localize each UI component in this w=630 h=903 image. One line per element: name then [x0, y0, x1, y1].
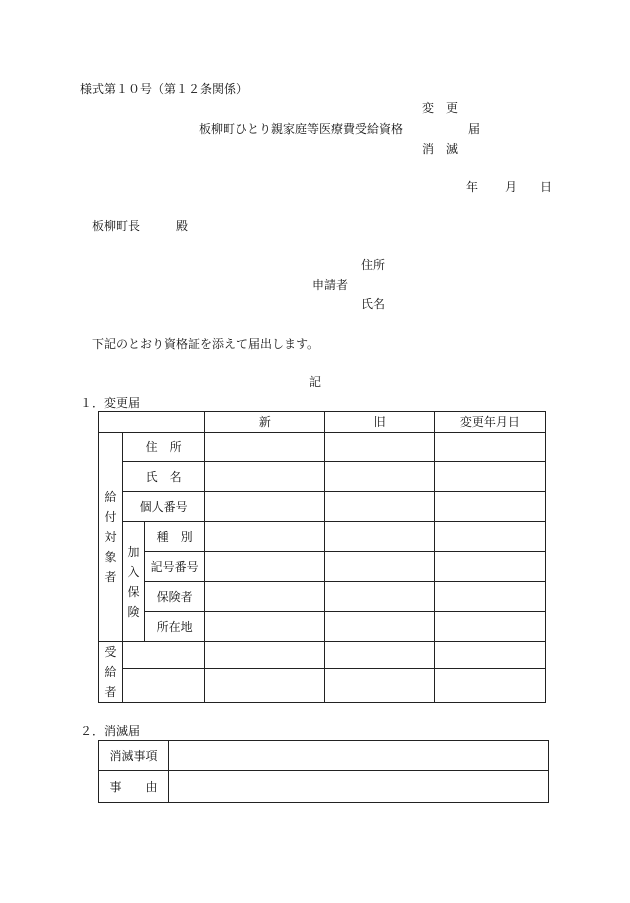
- row-mynumber: [99, 492, 546, 522]
- cell-recipient1-new[interactable]: [205, 642, 325, 669]
- ki-heading: 記: [309, 375, 322, 389]
- row-address: [99, 433, 546, 462]
- cell-address-date[interactable]: [434, 433, 545, 462]
- applicant-address-label: 住所: [361, 258, 386, 272]
- cell-recipient2-new[interactable]: [205, 669, 325, 703]
- cell-recipient2-date[interactable]: [434, 669, 545, 703]
- recipient-label-2[interactable]: [123, 669, 205, 703]
- cell-address-old[interactable]: [325, 433, 434, 462]
- cell-recipient2-old[interactable]: [325, 669, 434, 703]
- title-todoke: 届: [468, 122, 481, 136]
- form-number: 様式第１０号（第１２条関係）: [80, 82, 249, 96]
- row-recipient-2: [99, 669, 546, 703]
- section1-heading: １．変更届: [80, 396, 141, 410]
- cell-mynumber-new[interactable]: [205, 492, 325, 522]
- cell-address-new[interactable]: [205, 433, 325, 462]
- row-recipient-1: [99, 642, 546, 669]
- cell-recipient1-date[interactable]: [434, 642, 545, 669]
- date-year: 年: [466, 180, 479, 194]
- label-address: 住 所: [123, 433, 205, 462]
- label-name: 氏 名: [123, 462, 205, 492]
- form-title: 板柳町ひとり親家庭等医療費受給資格: [199, 122, 404, 136]
- cell-mynumber-date[interactable]: [434, 492, 545, 522]
- title-cancel: 消 滅: [422, 142, 459, 156]
- change-table: [98, 411, 546, 703]
- cell-location-old[interactable]: [325, 612, 434, 642]
- col-change-date: 変更年月日: [434, 412, 545, 433]
- subgroup-insurance: 加入保険: [123, 522, 145, 642]
- row-kind: [99, 522, 546, 552]
- cancel-table: [98, 740, 549, 803]
- cell-kind-old[interactable]: [325, 522, 434, 552]
- section2-heading: ２．消滅届: [80, 724, 141, 738]
- applicant-label: 申請者: [312, 278, 349, 292]
- group-target: 給付対象者: [99, 433, 123, 642]
- label-mynumber: 個人番号: [123, 492, 205, 522]
- date-month: 月: [505, 180, 518, 194]
- cell-insurer-old[interactable]: [325, 582, 434, 612]
- cell-symbol-date[interactable]: [434, 552, 545, 582]
- label-insurer: 保険者: [145, 582, 205, 612]
- row-symbol: [99, 552, 546, 582]
- cell-kind-date[interactable]: [434, 522, 545, 552]
- cell-insurer-new[interactable]: [205, 582, 325, 612]
- row-cancel-reason: [99, 771, 549, 803]
- cell-symbol-old[interactable]: [325, 552, 434, 582]
- date-day: 日: [540, 180, 553, 194]
- col-old: 旧: [325, 412, 434, 433]
- cell-insurer-date[interactable]: [434, 582, 545, 612]
- row-cancel-item: [99, 741, 549, 771]
- row-name: [99, 462, 546, 492]
- header-blank: [99, 412, 205, 433]
- cell-kind-new[interactable]: [205, 522, 325, 552]
- label-symbol: 記号番号: [145, 552, 205, 582]
- cell-recipient1-old[interactable]: [325, 642, 434, 669]
- cell-name-new[interactable]: [205, 462, 325, 492]
- col-new: 新: [205, 412, 325, 433]
- label-cancel-item: 消滅事項: [99, 741, 169, 771]
- cell-name-date[interactable]: [434, 462, 545, 492]
- title-change: 変 更: [422, 101, 459, 115]
- cell-cancel-item[interactable]: [169, 741, 549, 771]
- cell-cancel-reason[interactable]: [169, 771, 549, 803]
- cell-location-new[interactable]: [205, 612, 325, 642]
- applicant-name-label: 氏名: [361, 297, 386, 311]
- recipient-label-1[interactable]: [123, 642, 205, 669]
- cell-name-old[interactable]: [325, 462, 434, 492]
- header-row: [99, 412, 546, 433]
- addressee-name: 板柳町長: [92, 219, 141, 233]
- cell-location-date[interactable]: [434, 612, 545, 642]
- cell-symbol-new[interactable]: [205, 552, 325, 582]
- label-location: 所在地: [145, 612, 205, 642]
- row-location: [99, 612, 546, 642]
- cell-mynumber-old[interactable]: [325, 492, 434, 522]
- label-kind: 種 別: [145, 522, 205, 552]
- row-insurer: [99, 582, 546, 612]
- label-cancel-reason: 事 由: [99, 771, 169, 803]
- addressee-honorific: 殿: [176, 219, 189, 233]
- intro-text: 下記のとおり資格証を添えて届出します。: [92, 337, 320, 351]
- group-recipient: 受給者: [99, 642, 123, 703]
